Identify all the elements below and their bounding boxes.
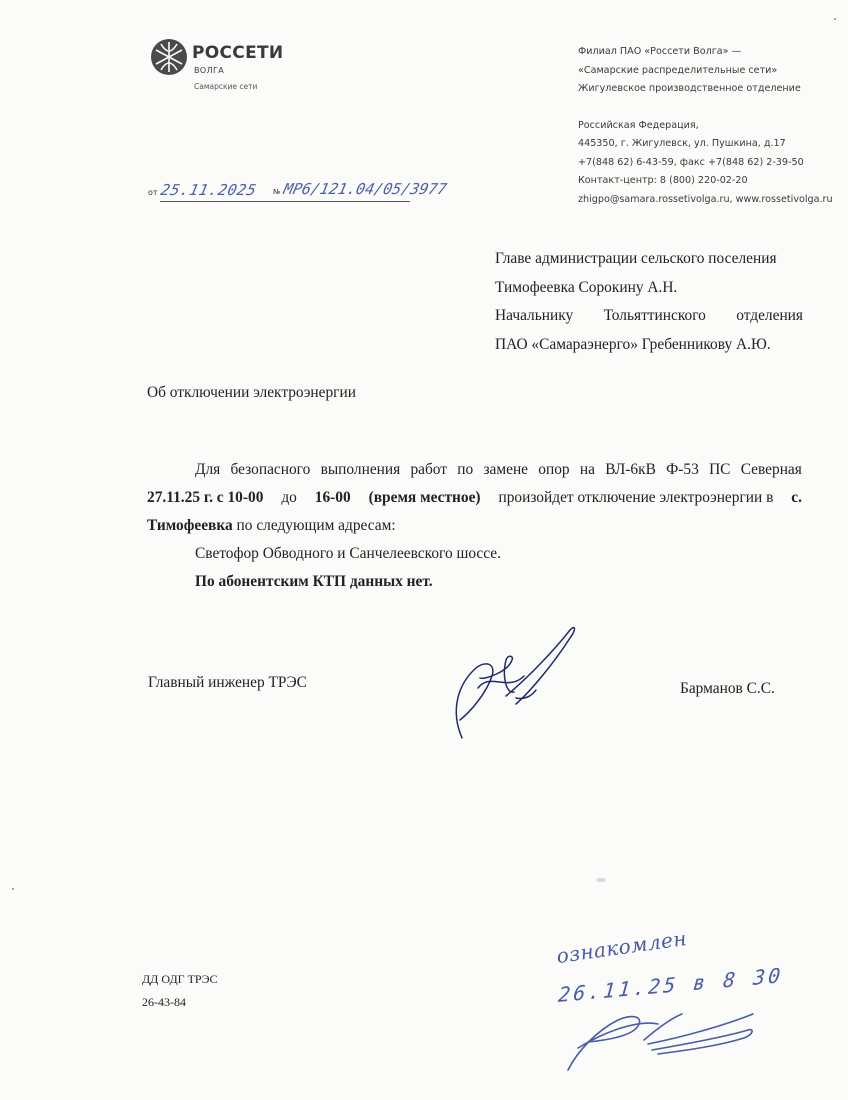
handwritten-acknowledgement xyxy=(548,925,848,1075)
body-text: произойдет отключение электроэнергии в xyxy=(498,489,774,506)
number-sign: № xyxy=(273,188,281,196)
country-line: Российская Федерация, xyxy=(578,119,699,131)
addressee-line-3 xyxy=(495,302,803,331)
acknowledgement-signature xyxy=(548,1000,768,1075)
rosseti-emblem-icon xyxy=(150,38,188,76)
body-word: на xyxy=(579,461,595,478)
letter-subject: Об отключении электроэнергии xyxy=(147,384,356,401)
signatory-title: Главный инженер ТРЭС xyxy=(148,674,307,691)
outgoing-reg-number: МР6/121.04/05/3977 xyxy=(282,180,449,198)
body-word: ПС xyxy=(709,461,731,478)
body-word: выполнения xyxy=(320,461,401,478)
body-word: до xyxy=(281,489,297,506)
outgoing-date: 25.11.2025 xyxy=(159,181,259,199)
date-prefix: от xyxy=(148,188,158,197)
logo-name: РОССЕТИ xyxy=(192,43,284,63)
scan-speck xyxy=(596,878,606,882)
ktp-note: По абонентским КТП данных нет. xyxy=(195,573,433,590)
settlement-prefix: с. xyxy=(791,489,802,506)
executor-phone: 26-43-84 xyxy=(142,995,186,1009)
outage-end-time: 16-00 xyxy=(314,489,351,506)
addressee-line-1: Главе администрации сельского поселения xyxy=(495,250,777,267)
letter-body xyxy=(147,456,802,596)
logo-subtitle: ВОЛГА xyxy=(194,66,225,75)
addressee-line-4: ПАО «Самараэнерго» Гребенникову А.Ю. xyxy=(495,335,771,353)
body-word: безопасного xyxy=(230,461,311,478)
outgoing-number xyxy=(148,182,498,212)
body-word: Для xyxy=(195,461,221,478)
scan-speck xyxy=(834,18,836,20)
body-word: опор xyxy=(538,461,570,478)
email-web-line: zhigpo@samara.rossetivolga.ru, www.rossetivolga.ru xyxy=(578,193,833,205)
body-line-1 xyxy=(147,456,802,484)
address-item: Светофор Обводного и Санчелеевского шоссе. xyxy=(195,545,501,562)
outage-date: 27.11.25 г. с 10-00 xyxy=(147,489,264,506)
rosseti-logo xyxy=(150,38,310,98)
body-text: по следующим адресам: xyxy=(236,517,396,534)
addressee-word: Тольяттинского xyxy=(603,307,706,324)
body-word: Северная xyxy=(740,461,802,478)
body-line-3 xyxy=(147,512,802,540)
org-line-2: «Самарские распределительные сети» xyxy=(578,64,778,76)
addressee-word: отделения xyxy=(736,307,803,324)
acknowledged-note: ознакомлен xyxy=(554,925,689,969)
local-time-note: (время местное) xyxy=(368,489,481,506)
addressee-line-2: Тимофеевка Сорокину А.Н. xyxy=(495,278,678,296)
executor-name: ДД ОДГ ТРЭС xyxy=(142,972,218,986)
org-line-1: Филиал ПАО «Россети Волга» — xyxy=(578,46,742,57)
signatory-name: Барманов С.С. xyxy=(680,680,775,697)
phones-line: +7(848 62) 6-43-59, факс +7(848 62) 2-39-50 xyxy=(578,156,804,168)
org-line-3: Жигулевское производственное отделение xyxy=(578,83,801,94)
number-underline xyxy=(160,201,410,202)
body-word: по xyxy=(457,461,474,478)
executor-block xyxy=(142,968,218,1014)
addressee-word: Начальнику xyxy=(495,307,574,324)
village-name: Тимофеевка xyxy=(147,517,233,534)
address-line: 445350, г. Жигулевск, ул. Пушкина, д.17 xyxy=(578,138,786,149)
handwritten-signature xyxy=(420,620,590,750)
addressee-block xyxy=(495,245,803,359)
body-word: работ xyxy=(410,461,448,478)
sender-requisites xyxy=(578,43,840,209)
body-line-2 xyxy=(147,484,802,512)
contact-center-line: Контакт-центр: 8 (800) 220-02-20 xyxy=(578,175,748,186)
body-word: ВЛ-6кВ xyxy=(605,461,656,478)
body-word: Ф-53 xyxy=(666,461,699,478)
scan-speck xyxy=(12,888,14,890)
body-word: замене xyxy=(483,461,529,478)
logo-branch: Самарские сети xyxy=(194,82,258,91)
acknowledged-datetime: 26.11.25 в 8 30 xyxy=(557,963,785,1007)
